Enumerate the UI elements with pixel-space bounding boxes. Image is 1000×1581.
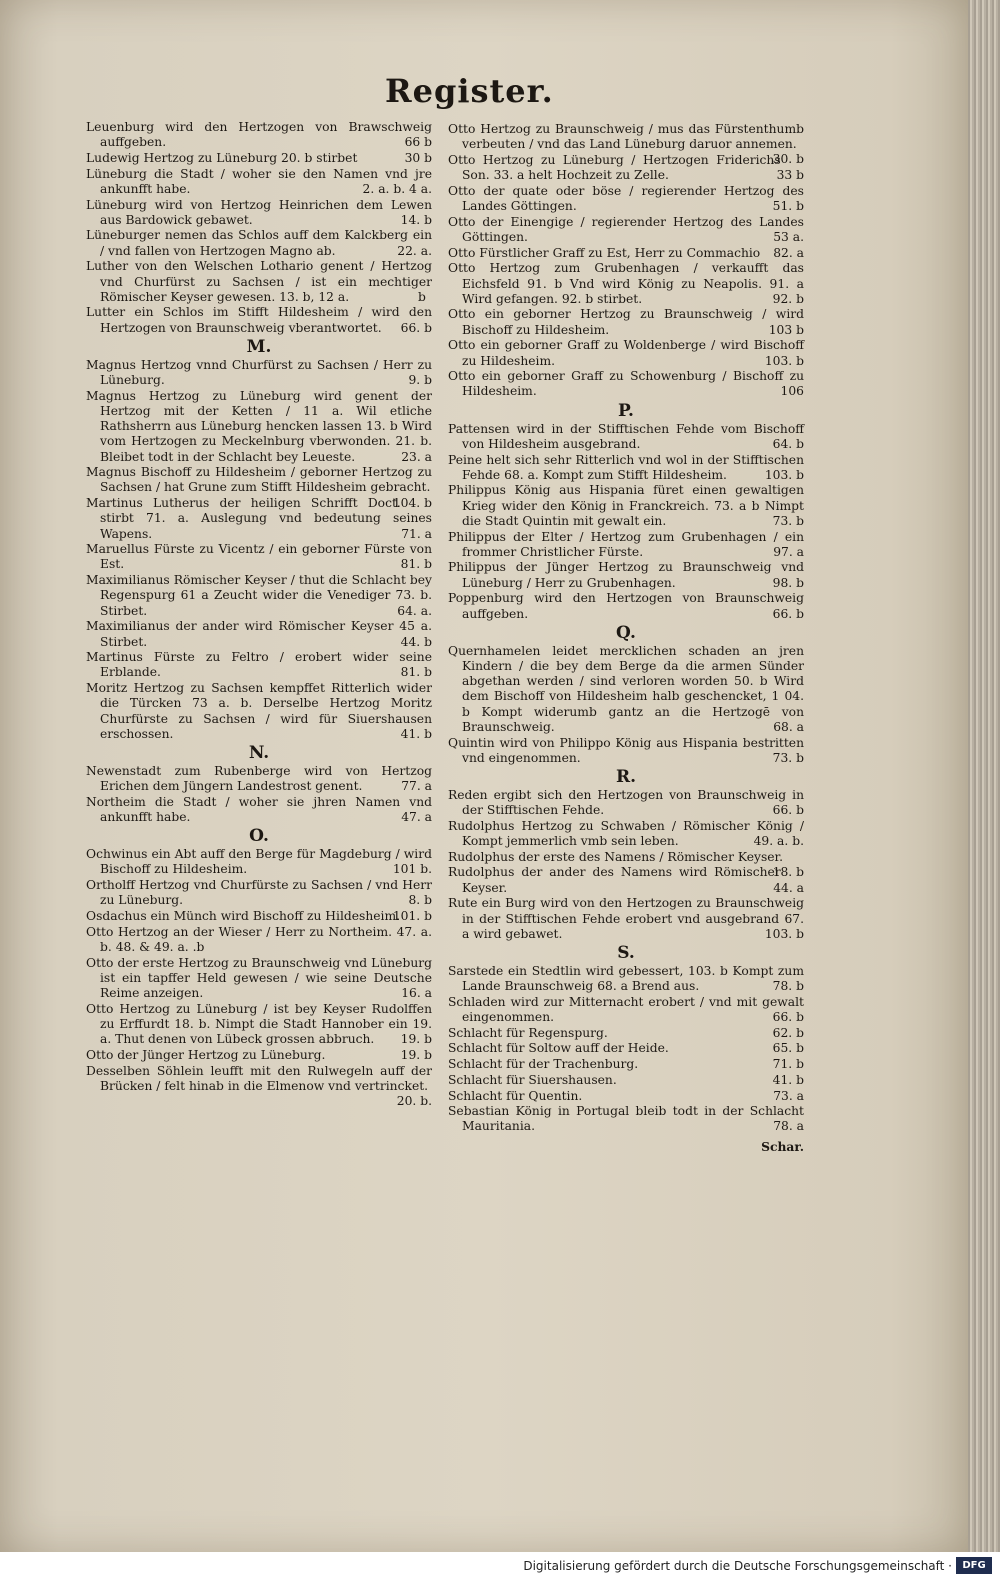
page-reference: 73. a [773,1088,804,1103]
register-column-left [86,120,432,1109]
page-reference: 22. a. [397,243,432,258]
entry-text: Otto der quate oder böse / regierender Hertzog des Landes Göttingen. [448,183,804,214]
register-entry [448,819,804,849]
entry-text: Quernhamelen leidet mercklichen schaden an jren Kindern / die bey dem Berge da die armen Sünder abgethan werden / sind verloren worden 50. b Wird dem Bischoff von Hildesheim halb geschencket, 1 04. b Kompt widerumb gantz an die Hertzogē von Braunschweig. [448,643,804,734]
page-reference: 92. b [772,291,804,306]
section-letter: S. [617,942,635,963]
register-entry [86,1063,432,1108]
register-entry [448,215,804,245]
entry-text: Poppenburg wird den Hertzogen von Braunschweig auffgeben. [448,591,804,621]
page-reference: 73. b [772,513,804,528]
register-entry [86,465,432,510]
register-entry [86,496,432,542]
entry-text: Philippus König aus Hispania füret einen gewaltigen Krieg wider den König in Franckreich. 73. a b Nimpt die Stadt Quintin mit gewalt ein. [448,483,804,528]
register-entry [86,151,432,166]
page-reference: 103 b [768,322,804,337]
entry-text: Newenstadt zum Rubenberge wird von Hertzog Erichen dem Jüngern Landestrost genent. [86,763,432,794]
page-reference: 65. b [772,1041,804,1056]
register-entry [448,307,804,337]
catchword: Schar. [761,1138,804,1154]
register-entry [448,261,804,307]
entry-text: Pattensen wird in der Stifftischen Fehde vom Bischoff von Hildesheim ausgebrand. [448,421,804,451]
entry-text: Rute ein Burg wird von den Hertzogen zu Braunschweig in der Stifftischen Fehde erobert vnd ausgebrand 67. a wird gebawet. [448,896,804,941]
page-reference: 20. b. [396,1093,432,1108]
page-reference: 66. b [772,606,804,621]
register-entry [86,956,432,1002]
entry-text: Sebastian König in Portugal bleib todt in der Schlacht Mauritania. [448,1104,804,1134]
register-entry [86,619,432,649]
entry-text: Otto der Einengige / regierender Hertzog des Landes Göttingen. [448,214,804,244]
entry-text: Schlacht für Quentin. [448,1088,583,1103]
register-entry [86,909,432,924]
page-reference: 66. b [772,803,804,818]
register-entry [86,228,432,258]
entry-text: Lüneburg wird von Hertzog Heinrichen dem Lewen aus Bardowick gebawet. [86,197,432,227]
register-entry [448,1104,804,1134]
page-reference: 66 b [404,135,432,150]
entry-text: Sarstede ein Stedtlin wird gebessert, 103. b Kompt zum Lande Braunschweig 68. a Brend aus. [448,963,804,994]
entry-text: Lüneburger nemen das Schlos auff dem Kalckberg ein / vnd fallen von Hertzogen Magno ab. [86,228,432,258]
entry-text: Maruellus Fürste zu Vicentz / ein geborner Fürste von Est. [86,542,432,572]
register-entry [448,896,804,942]
page-reference: 30 b [404,150,432,165]
entry-text: Martinus Fürste zu Feltro / erobert wider seine Erblande. [86,650,432,680]
entry-text: Otto der Jünger Hertzog zu Lüneburg. [86,1047,326,1062]
register-entry [448,560,804,590]
entry-text: Otto der erste Hertzog zu Braunschweig vnd Lüneburg ist ein tapffer Held gewesen / wie seine Deutsche Reime anzeigen. [86,955,432,1001]
entry-text: Magnus Hertzog vnnd Churfürst zu Sachsen / Herr zu Lüneburg. [86,357,432,388]
page-reference: 64. b [772,436,804,451]
register-entry [86,764,432,794]
register-entry [448,964,804,994]
entry-text: Northeim die Stadt / woher sie jhren Namen vnd ankunfft habe. [86,794,432,825]
entry-text: Philippus der Elter / Hertzog zum Grubenhagen / ein frommer Christlicher Fürste. [448,529,804,559]
register-entry [86,389,432,465]
register-entry [86,650,432,680]
register-entry [448,849,804,879]
entry-text: Otto ein geborner Hertzog zu Braunschweig / wird Bischoff zu Hildesheim. [448,307,804,337]
page-reference: 73. b [772,750,804,765]
entry-text: Otto Fürstlicher Graff zu Est, Herr zu Commachio [448,245,761,260]
register-entry [448,1057,804,1072]
register-entry [86,847,432,877]
register-entry [448,788,804,818]
entry-text: Magnus Bischoff zu Hildesheim / geborner Hertzog zu Sachsen / hat Grune zum Stifft Hildesheim gebracht. [86,465,432,495]
entry-text: Leuenburg wird den Hertzogen von Brawschweig auffgeben. [86,120,432,150]
register-entry [86,305,432,335]
page-reference: 78. b [772,979,804,994]
register-entry [448,153,804,183]
page-reference: 71. a [401,526,432,541]
register-entry [448,644,804,735]
entry-text: Otto Hertzog zu Lüneburg / Hertzogen Friderichs Son. 33. a helt Hochzeit zu Zelle. [448,152,781,183]
entry-text: Otto ein geborner Graff zu Woldenberge / wird Bischoff zu Hildesheim. [448,338,804,368]
register-entry [448,338,804,368]
page-reference: 2. a. b. 4 a. [362,181,432,196]
entry-text: Luther von den Welschen Lothario genent / Hertzog vnd Churfürst zu Sachsen / ist ein mechtiger Römischer Keyser gewesen. 13. b, 12 a. [86,259,432,304]
register-entry [448,422,804,452]
page-reference: b [418,289,426,304]
entry-text: Schlacht für der Trachenburg. [448,1057,639,1072]
page-reference: 33 b [776,168,804,183]
section-letter: O. [249,826,269,847]
page-reference: 81. b [400,665,432,680]
entry-text: Maximilianus der ander wird Römischer Keyser 45 a. Stirbet. [86,619,432,649]
entry-text: Otto ein geborner Graff zu Schowenburg / Bischoff zu Hildesheim. [448,369,804,399]
page-reference: 16. a [401,986,432,1001]
register-entry [448,184,804,214]
page-reference: 103. b [764,353,804,368]
page-reference: 68. a [773,719,804,734]
page-reference: 53 a. [773,229,804,244]
entry-text: Otto Hertzog zum Grubenhagen / verkaufft das Eichsfeld 91. b Vnd wird König zu Neapolis. 91. a Wird gefangen. 92. b stirbet. [448,261,804,306]
page-reference: 41. b [772,1072,804,1087]
register-entry [448,995,804,1025]
page-reference: 82. a [773,245,804,260]
entry-text: Ochwinus ein Abt auff den Berge für Magdeburg / wird Bischoff zu Hildesheim. [86,847,432,877]
register-entry [448,736,804,766]
page-reference: 66. b [400,320,432,335]
section-letter: N. [248,742,270,763]
entry-text: Rudolphus der erste des Namens / Römischer Keyser. [448,849,783,864]
register-entry [86,925,432,955]
entry-text: Rudolphus Hertzog zu Schwaben / Römischer König / Kompt jemmerlich vmb sein leben. [448,818,804,849]
page-reference: 78. a [773,1119,804,1134]
entry-text: Lutter ein Schlos im Stifft Hildesheim / wird den Hertzogen von Braunschweig vberantwortet. [86,305,432,335]
section-letter: Q. [616,622,636,643]
entry-text: Reden ergibt sich den Hertzogen von Braunschweig in der Stifftischen Fehde. [448,787,804,818]
page-reference: 19. b [400,1032,432,1047]
entry-text: Ludewig Hertzog zu Lüneburg 20. b stirbet [86,150,358,165]
section-letter: R. [615,766,637,787]
register-entry [86,795,432,825]
register-entry [448,1073,804,1088]
section-letter: M. [246,336,272,357]
entry-text: Philippus der Jünger Hertzog zu Braunschweig vnd Lüneburg / Herr zu Grubenhagen. [448,560,804,590]
register-entry [86,198,432,228]
page-reference: 62. b [772,1025,804,1040]
page-reference: 77. a [401,779,432,794]
page-reference: 18. b [772,864,804,879]
register-entry [448,591,804,621]
page-reference: 51. b [772,199,804,214]
page-reference: 41. b [400,726,432,741]
page-reference: 49. a. b. [753,834,804,849]
entry-text: Otto Hertzog zu Lüneburg / ist bey Keyser Rudolffen zu Erffurdt 18. b. Nimpt die Stadt Hannober ein 19. a. Thut denen von Lübeck grossen abbruch. [86,1001,432,1047]
entry-text: Rudolphus der ander des Namens wird Römischer Keyser. [448,865,781,895]
register-entry [448,246,804,261]
entry-text: Schlacht für Siuershausen. [448,1072,617,1087]
register-entry [86,259,432,305]
page-edge [968,0,1000,1552]
entry-text: Peine helt sich sehr Ritterlich vnd wol in der Stifftischen Fehde 68. a. Kompt zum Stifft Hildesheim. [448,452,804,482]
entry-text: Moritz Hertzog zu Sachsen kempffet Ritterlich wider die Türcken 73 a. b. Derselbe Hertzog Moritz Churfürste zu Sachsen / wird für Siuershausen erschossen. [86,681,432,741]
footer-bar [0,1552,1000,1581]
entry-text: Schlacht für Regenspurg. [448,1025,608,1040]
page-reference: 19. b [400,1047,432,1062]
register-entry [448,453,804,483]
register-entry [448,483,804,529]
register-column-right [448,122,804,1154]
register-entry [448,1089,804,1104]
page-reference: 101. b [392,909,432,924]
page-reference: 103. b [764,926,804,941]
register-entry [86,681,432,742]
page-reference: 47. a [401,810,432,825]
entry-text: Otto Hertzog zu Braunschweig / mus das Fürstenthumb verbeuten / vnd das Land Lüneburg daruor annemen. [448,122,804,152]
entry-text: Maximilianus Römischer Keyser / thut die Schlacht bey Regenspurg 61 a Zeucht wider die Venediger 73. b. Stirbet. [86,573,432,618]
register-entry [86,542,432,572]
register-entry [448,530,804,560]
entry-text: Schladen wird zur Mitternacht erobert / vnd mit gewalt eingenommen. [448,994,804,1025]
entry-text: Otto Hertzog an der Wieser / Herr zu Northeim. 47. a. b. 48. & 49. a. .b [86,924,432,954]
page-reference: 103. b [764,467,804,482]
page-reference: 9. b [408,373,432,388]
register-entry [448,122,804,167]
footer-credit: Digitalisierung gefördert durch die Deutsche Forschungsgemeinschaft · [523,1559,952,1573]
entry-text: Schlacht für Soltow auff der Heide. [448,1041,669,1056]
page-title: Register. [385,72,554,110]
register-entry [448,369,804,399]
entry-text: Magnus Hertzog zu Lüneburg wird genent der Hertzog mit der Ketten / 11 a. Wil etliche Rathsherrn aus Lüneburg hencken lassen 13. b Wird vom Hertzogen zu Meckelnburg vberwonden. 21. b. Bleibet todt in der Schlacht bey Leueste. [86,388,432,464]
register-entry [86,358,432,388]
page-reference: 44. a [773,880,804,895]
page-reference: 104. b [392,495,432,510]
entry-text: Martinus Lutherus der heiligen Schrifft Doct. stirbt 71. a. Auslegung vnd bedeutung seines Wapens. [86,496,432,541]
page-reference: 30. b [772,152,804,167]
page-reference: 81. b [400,557,432,572]
entry-text: Osdachus ein Münch wird Bischoff zu Hildesheim. [86,909,401,924]
register-entry [86,1002,432,1048]
page-reference: 97. a [773,544,804,559]
register-entry [86,573,432,619]
page-reference: 101 b. [392,862,432,877]
entry-text: Lüneburg die Stadt / woher sie den Namen vnd jre ankunfft habe. [86,166,432,196]
page-reference: 64. a. [397,603,432,618]
register-entry [86,120,432,150]
page-reference: 8. b [408,893,432,908]
dfg-logo: DFG [956,1557,992,1574]
register-entry [448,1041,804,1056]
register-entry [86,878,432,908]
section-letter: P. [618,400,634,421]
page-reference: 98. b [772,575,804,590]
page-reference: 66. b [772,1010,804,1025]
page-reference: 106 [780,384,804,399]
register-entry [448,865,804,895]
entry-text: Quintin wird von Philippo König aus Hispania bestritten vnd eingenommen. [448,735,804,765]
entry-text: Ortholff Hertzog vnd Churfürste zu Sachsen / vnd Herr zu Lüneburg. [86,878,432,908]
page-reference: 23. a [401,449,432,464]
page-reference: 14. b [400,212,432,227]
page-reference: 71. b [772,1057,804,1072]
entry-text: Desselben Söhlein leufft mit den Rulwegeln auff der Brücken / felt hinab in die Elmenow vnd vertrincket. [86,1063,432,1093]
register-entry [448,1026,804,1041]
register-entry [86,1048,432,1063]
register-entry [86,167,432,197]
page-reference: 44. b [400,634,432,649]
